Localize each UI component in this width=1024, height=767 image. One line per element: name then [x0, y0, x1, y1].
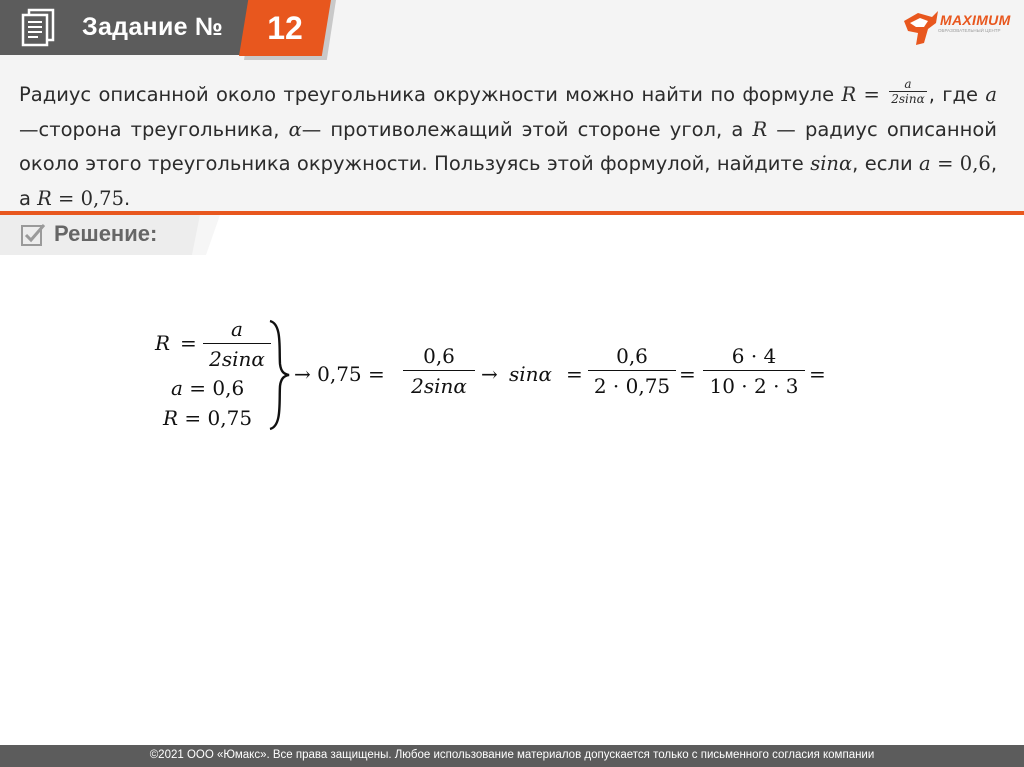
step2-numerator: 0,6 — [616, 344, 648, 368]
var-a: a — [985, 83, 997, 106]
step3-numerator: 6 · 4 — [731, 344, 777, 368]
step2-equals: = — [566, 362, 583, 386]
given-R-line-var: R — [163, 406, 179, 430]
problem-panel — [0, 62, 1024, 212]
step4-equals: = — [809, 362, 826, 386]
fraction-denominator: 2sinα — [891, 92, 925, 106]
problem-text-3: —сторона треугольника, — [19, 117, 280, 141]
problem-text-2: , где — [928, 83, 978, 106]
step2-arrow: → — [481, 362, 498, 386]
step2-fraction — [588, 342, 676, 401]
task-title: Задание № — [82, 13, 224, 41]
problem-text-4: — противолежащий этой стороне угол, а — [301, 117, 744, 141]
var-sin-alpha: sinα — [810, 152, 853, 175]
given-R-line — [163, 406, 252, 430]
document-icon — [18, 8, 62, 48]
problem-text-8: . — [124, 186, 131, 210]
cond-var-R: R — [37, 186, 52, 210]
step1-fraction — [403, 342, 475, 401]
cond-value-a: = 0,6 — [930, 152, 991, 175]
step1-denominator: 2sinα — [411, 374, 467, 398]
given-a-line — [171, 376, 244, 400]
equals-sign: = — [856, 83, 888, 106]
var-alpha: α — [288, 117, 302, 141]
cond-var-a: a — [919, 152, 931, 175]
given-a-value: = 0,6 — [182, 376, 245, 400]
step2-sin-alpha: sinα — [509, 362, 553, 386]
given-fraction-numerator: a — [231, 317, 243, 341]
task-number: 12 — [267, 10, 303, 46]
given-R-var: R — [155, 331, 171, 355]
var-R-2: R — [752, 117, 768, 141]
header — [0, 0, 1024, 62]
fraction-numerator: a — [889, 77, 926, 92]
problem-text-6: , если — [852, 152, 913, 175]
solution-label: Решение: — [54, 221, 158, 246]
checkbox-checked-icon — [20, 222, 46, 248]
logo-subtitle: ОБРАЗОВАТЕЛЬНЫЙ ЦЕНТР — [938, 28, 1001, 33]
accent-divider — [0, 211, 1024, 215]
footer — [0, 745, 1024, 767]
cond-value-R: = 0,75 — [51, 186, 124, 210]
step3-fraction — [703, 342, 805, 401]
given-R-equals: = — [180, 331, 197, 355]
problem-text-5: — радиус описанной около этого треугольника окружности. Пользуясь этой формулой, найдите — [19, 117, 997, 175]
given-fraction-denominator: 2sinα — [209, 347, 265, 371]
copyright-text: ©2021 ООО «Юмакс». Все права защищены. Любое использование материалов допускается только с письменного согласия компании — [149, 749, 875, 761]
step2-denominator: 2 · 0,75 — [593, 374, 671, 398]
formula-fraction — [889, 77, 926, 106]
step3-equals: = — [679, 362, 696, 386]
problem-text-1: Радиус описанной около треугольника окружности можно найти по формуле — [19, 83, 835, 106]
given-R-fraction — [203, 315, 271, 374]
given-a-var: a — [171, 376, 183, 400]
step1-numerator: 0,6 — [423, 344, 455, 368]
var-R: R — [841, 83, 857, 106]
problem-text-7: , а — [19, 152, 998, 210]
problem-statement — [19, 78, 997, 216]
right-brace-icon — [266, 318, 292, 432]
step1-lhs: → 0,75 = — [294, 362, 385, 386]
step3-denominator: 10 · 2 · 3 — [709, 374, 799, 398]
given-R-value: = 0,75 — [178, 406, 253, 430]
logo-wordmark: MAXIMUM — [940, 12, 1011, 28]
